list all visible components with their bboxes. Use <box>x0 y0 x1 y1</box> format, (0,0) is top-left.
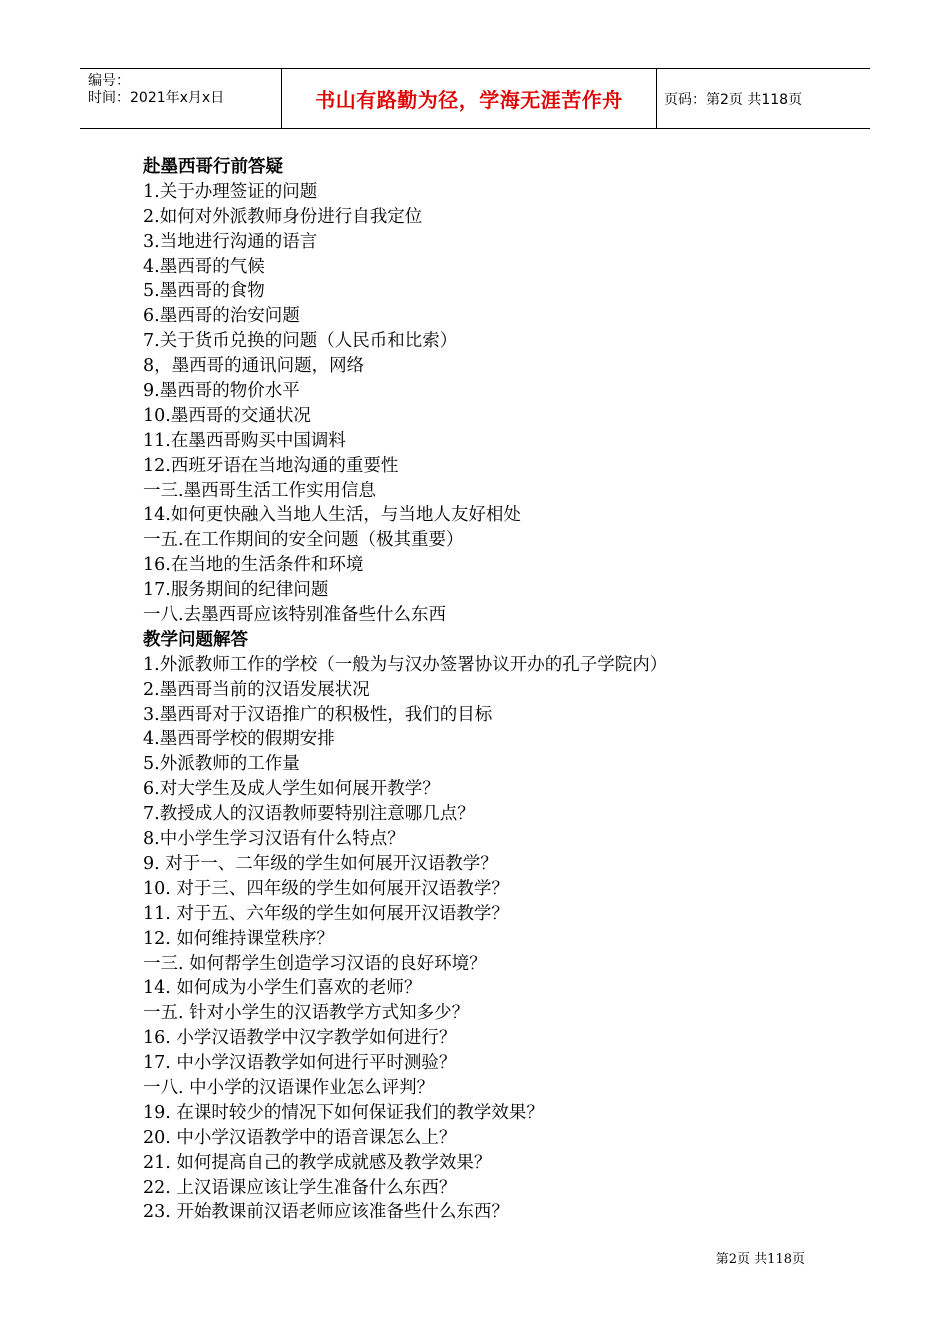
list-item: 一八. 中小学的汉语课作业怎么评判？ <box>143 1077 435 1098</box>
list-item: 一三. 如何帮学生创造学习汉语的良好环境？ <box>143 953 487 974</box>
list-item: 12. 如何维持课堂秩序？ <box>143 928 334 949</box>
list-item: 11.在墨西哥购买中国调料 <box>143 430 346 451</box>
date-label: 时间：2021年x月x日 <box>88 90 225 106</box>
list-item: 1.外派教师工作的学校（一般为与汉办签署协议开办的孔子学院内） <box>143 654 668 675</box>
section-heading: 教学问题解答 <box>143 629 248 650</box>
list-item: 一三.墨西哥生活工作实用信息 <box>143 480 377 501</box>
list-item: 17.服务期间的纪律问题 <box>143 580 329 601</box>
list-item: 21. 如何提高自己的教学成就感及教学效果？ <box>143 1152 492 1173</box>
list-item: 4.墨西哥学校的假期安排 <box>143 729 335 750</box>
list-item: 一八.去墨西哥应该特别准备些什么东西 <box>143 605 447 626</box>
list-item: 23. 开始教课前汉语老师应该准备些什么东西？ <box>143 1202 509 1223</box>
footer-page-number: 第2页 共118页 <box>715 1252 805 1267</box>
list-item: 一五.在工作期间的安全问题（极其重要） <box>143 530 464 551</box>
list-item: 5.外派教师的工作量 <box>143 754 300 775</box>
list-item: 14. 如何成为小学生们喜欢的老师？ <box>143 978 422 999</box>
list-item: 1.关于办理签证的问题 <box>143 181 318 202</box>
list-item: 3.墨西哥对于汉语推广的积极性，我们的目标 <box>143 704 493 725</box>
list-item: 5.墨西哥的食物 <box>143 281 265 302</box>
list-item: 6.墨西哥的治安问题 <box>143 306 300 327</box>
header-meta <box>88 73 224 107</box>
header-divider <box>656 69 657 128</box>
list-item: 16. 小学汉语教学中汉字教学如何进行？ <box>143 1028 457 1049</box>
page-header <box>80 68 870 129</box>
list-item: 10.墨西哥的交通状况 <box>143 405 311 426</box>
list-item: 8，墨西哥的通讯问题，网络 <box>143 356 365 377</box>
section-heading: 赴墨西哥行前答疑 <box>143 157 283 177</box>
list-item: 10. 对于三、四年级的学生如何展开汉语教学？ <box>143 878 509 899</box>
list-item: 9.墨西哥的物价水平 <box>143 381 300 402</box>
list-item: 14.如何更快融入当地人生活，与当地人友好相处 <box>143 505 521 526</box>
list-item: 9. 对于一、二年级的学生如何展开汉语教学？ <box>143 853 498 874</box>
section-list <box>143 653 863 1225</box>
list-item: 一五. 针对小学生的汉语教学方式知多少？ <box>143 1003 470 1024</box>
list-item: 3.当地进行沟通的语言 <box>143 231 318 252</box>
header-motto: 书山有路勤为径，学海无涯苦作舟 <box>315 88 623 112</box>
list-item: 16.在当地的生活条件和环境 <box>143 555 364 576</box>
list-item: 2.墨西哥当前的汉语发展状况 <box>143 679 370 700</box>
list-item: 20. 中小学汉语教学中的语音课怎么上？ <box>143 1127 457 1148</box>
list-item: 2.如何对外派教师身份进行自我定位 <box>143 206 423 227</box>
list-item: 4.墨西哥的气候 <box>143 256 265 277</box>
section-list <box>143 180 863 628</box>
list-item: 6.对大学生及成人学生如何展开教学？ <box>143 779 440 800</box>
list-item: 7.关于货币兑换的问题（人民币和比索） <box>143 331 458 352</box>
list-item: 17. 中小学汉语教学如何进行平时测验？ <box>143 1053 457 1074</box>
list-item: 12.西班牙语在当地沟通的重要性 <box>143 455 399 476</box>
list-item: 22. 上汉语课应该让学生准备什么东西？ <box>143 1177 457 1198</box>
list-item: 7.教授成人的汉语教师要特别注意哪几点？ <box>143 804 475 825</box>
list-item: 11. 对于五、六年级的学生如何展开汉语教学？ <box>143 903 509 924</box>
list-item: 8.中小学生学习汉语有什么特点？ <box>143 829 405 850</box>
header-page-number: 页码：第2页 共118页 <box>664 91 803 108</box>
list-item: 19. 在课时较少的情况下如何保证我们的教学效果？ <box>143 1102 544 1123</box>
document-body <box>143 155 863 1225</box>
code-label: 编号： <box>88 73 130 89</box>
